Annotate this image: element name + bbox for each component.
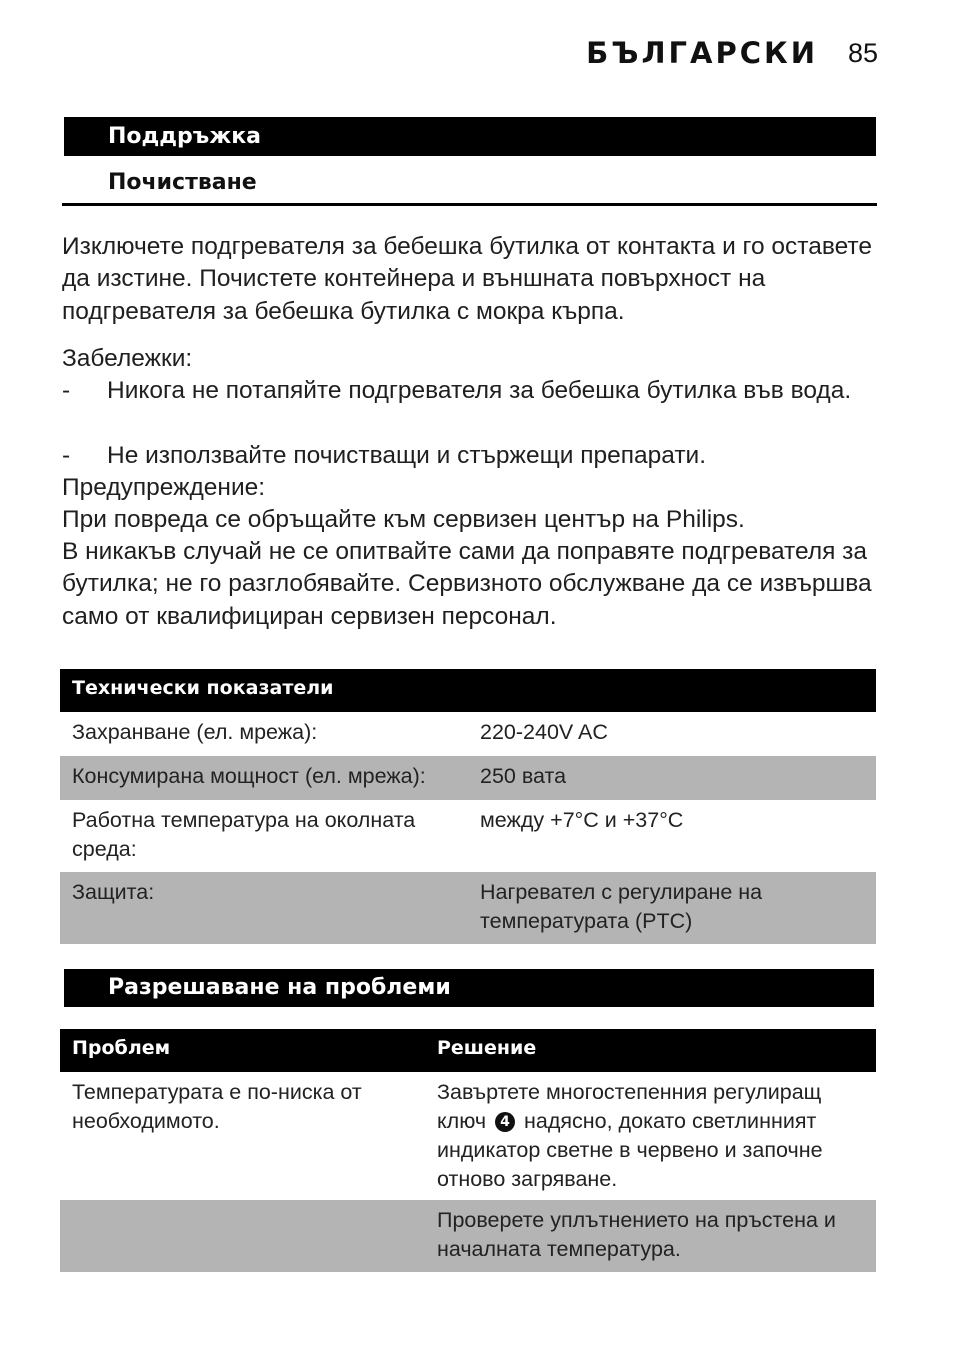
subsection-divider [62, 203, 877, 206]
spec-label: Работна температура на околната среда: [72, 808, 416, 861]
problem-cell: Температурата е по-ниска от необходимото. [72, 1080, 362, 1133]
note-item [62, 375, 877, 407]
note-text: Никога не потапяйте подгревателя за бебешка бутилка във вода. [107, 377, 852, 404]
specs-table [60, 669, 876, 944]
warning-label: Предупреждение: [62, 474, 266, 501]
problem-cell [60, 1200, 425, 1272]
table-row [60, 1200, 876, 1272]
language-header: БЪЛГАРСКИ [586, 36, 818, 70]
cleaning-instructions: Изключете подгревателя за бебешка бутилка от контакта и го оставете да изстине. Почистете контейнера и външната повърхност на подгревателя за бебешка бутилка с мокра кърпа. [62, 233, 872, 325]
column-header-problem: Проблем [60, 1029, 425, 1072]
warning-text-1: При повреда се обръщайте към сервизен център на Philips. [62, 506, 745, 533]
subsection-title-cleaning: Почистване [108, 170, 257, 195]
spec-value: 220-240V AC [480, 720, 608, 744]
note-item [62, 440, 877, 472]
section-title-troubleshooting: Разрешаване на проблеми [64, 969, 874, 1007]
solution-cell [425, 1072, 876, 1200]
table-row [60, 800, 876, 872]
warning-text-2: В никакъв случай не се опитвайте сами да поправяте подгревателя за бутилка; не го разглобявайте. Сервизното обслужване да се извършва само от квалифициран сервизен персонал. [62, 538, 872, 630]
note-text: Не използвайте почистващи и стържещи препарати. [107, 442, 707, 469]
notes-label: Забележки: [62, 345, 193, 372]
table-row [60, 1072, 876, 1200]
table-row [60, 712, 876, 756]
table-row [60, 872, 876, 944]
solution-text: Завъртете многостепенния регулиращ ключ [437, 1080, 822, 1133]
column-header-solution: Решение [425, 1029, 876, 1072]
spec-value: между +7°C и +37°C [480, 808, 684, 832]
troubleshooting-table [60, 1029, 876, 1272]
bullet-dash: - [62, 442, 71, 469]
spec-label: Захранване (ел. мрежа): [72, 720, 318, 744]
spec-label: Защита: [60, 872, 468, 944]
number-4-icon: 4 [495, 1112, 515, 1132]
page-number: 85 [847, 38, 878, 68]
bullet-dash: - [62, 377, 71, 404]
spec-value: Нагревател с регулиране на температурата (PTC) [468, 872, 876, 944]
spec-label: Консумирана мощност (ел. мрежа): [60, 756, 468, 800]
solution-text: надясно, докато светлинният индикатор светне в червено и започне отново загряване. [437, 1109, 823, 1191]
section-title-maintenance: Поддръжка [64, 117, 876, 156]
table-row [60, 756, 876, 800]
specs-table-title: Технически показатели [60, 669, 876, 712]
solution-cell: Проверете уплътнението на пръстена и началната температура. [425, 1200, 876, 1272]
spec-value: 250 вата [468, 756, 876, 800]
